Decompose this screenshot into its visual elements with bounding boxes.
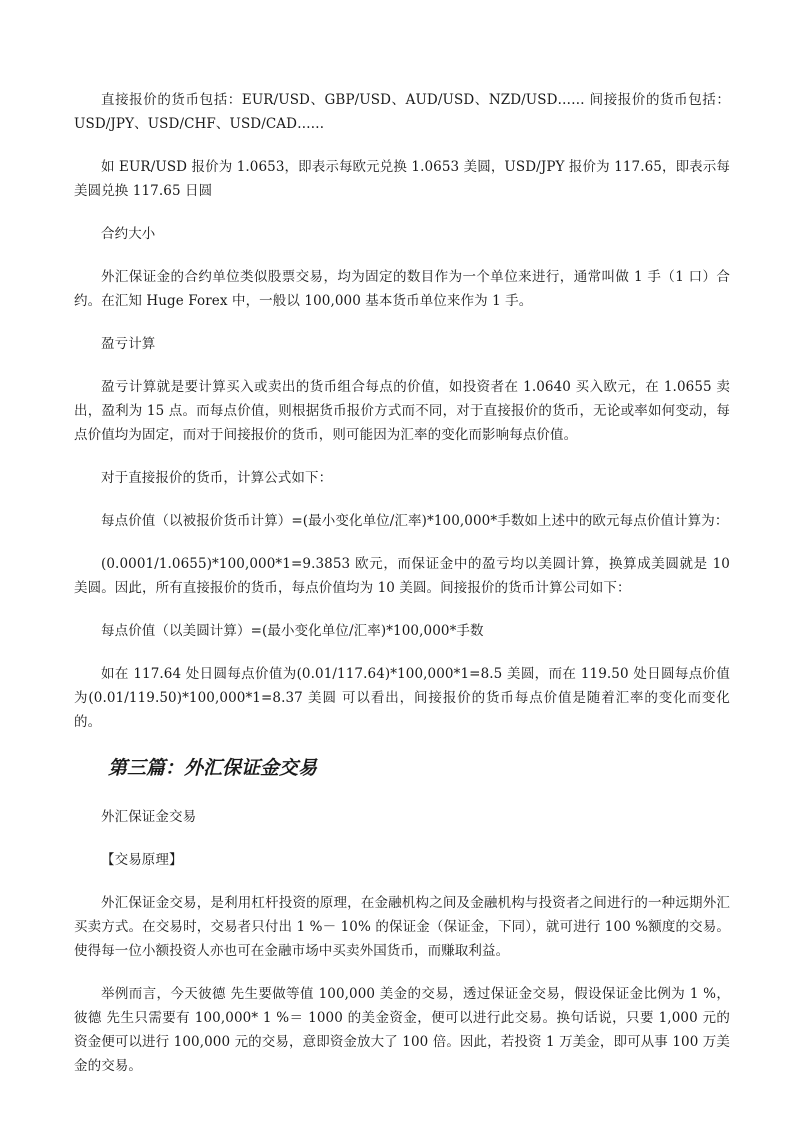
chapter-heading: 第三篇：外汇保证金交易 xyxy=(108,757,318,779)
paragraph-quote-example: 如 EUR/USD 报价为 1.0653，即表示每欧元兑换 1.0653 美圆，USD/JPY 报价为 117.65，即表示每美圆兑换 117.65 日圆 xyxy=(74,159,730,199)
paragraph-profit-loss: 盈亏计算就是要计算买入或卖出的货币组合每点的价值，如投资者在 1.0640 买入欧元，在 1.0655 卖出，盈利为 15 点。而每点价值，则根据货币报价方式而不同，对于直接报价的货币，无论或率如何变动，每点价值均为固定，而对于间接报价的货币，则可能因为汇率的变化而影响每点价值。 xyxy=(74,379,730,443)
paragraph-direct-formula: 每点价值（以被报价货币计算）=(最小变化单位/汇率)*100,000*手数如上述中的欧元每点价值计算为： xyxy=(101,513,729,529)
paragraph-margin-trading: 外汇保证金交易，是利用杠杆投资的原理，在金融机构之间及金融机构与投资者之间进行的一种远期外汇买卖方式。在交易时，交易者只付出 1 %－ 10% 的保证金（保证金，下同），就可进行 100 %额度的交易。使得每一位小额投资人亦也可在金融市场中买卖外国货币，而赚取利益。 xyxy=(74,895,730,959)
section-label-trading-principle: 【交易原理】 xyxy=(101,852,183,868)
paragraph-direct-quote-currencies: 直接报价的货币包括：EUR/USD、GBP/USD、AUD/USD、NZD/USD…… 间接报价的货币包括：USD/JPY、USD/CHF、USD/CAD…… xyxy=(74,92,730,132)
paragraph-contract-size: 外汇保证金的合约单位类似股票交易，均为固定的数目作为一个单位来进行，通常叫做 1 手（1 口）合约。在汇知 Huge Forex 中，一般以 100,000 基本货币单位来作为 1 手。 xyxy=(74,269,730,309)
section-label-forex-margin: 外汇保证金交易 xyxy=(101,809,197,825)
document-page xyxy=(74,88,730,1097)
paragraph-indirect-formula: 每点价值（以美圆计算）=(最小变化单位/汇率)*100,000*手数 xyxy=(101,623,484,639)
section-label-contract-size: 合约大小 xyxy=(101,226,156,242)
section-label-profit-loss: 盈亏计算 xyxy=(101,336,156,352)
paragraph-direct-formula-intro: 对于直接报价的货币，计算公式如下： xyxy=(101,470,333,486)
paragraph-yen-calculation: 如在 117.64 处日圆每点价值为(0.01/117.64)*100,000*1=8.5 美圆，而在 119.50 处日圆每点价值为(0.01/119.50)*100,000*1=8.37 美圆 可以看出，间接报价的货币每点价值是随着汇率的变化而变化的。 xyxy=(74,666,730,730)
paragraph-margin-example: 举例而言，今天彼德 先生要做等值 100,000 美金的交易，透过保证金交易，假设保证金比例为 1 %，彼德 先生只需要有 100,000* 1 %＝ 1000 的美金资金，便可以进行此交易。换句话说，只要 1,000 元的资金便可以进行 100,000 元的交易，意即资金放大了 100 倍。因此，若投资 1 万美金，即可从事 100 万美金的交易。 xyxy=(74,986,730,1074)
paragraph-euro-calculation: (0.0001/1.0655)*100,000*1=9.3853 欧元，而保证金中的盈亏均以美圆计算，换算成美圆就是 10 美圆。因此，所有直接报价的货币，每点价值均为 10 美圆。间接报价的货币计算公司如下： xyxy=(74,556,730,596)
